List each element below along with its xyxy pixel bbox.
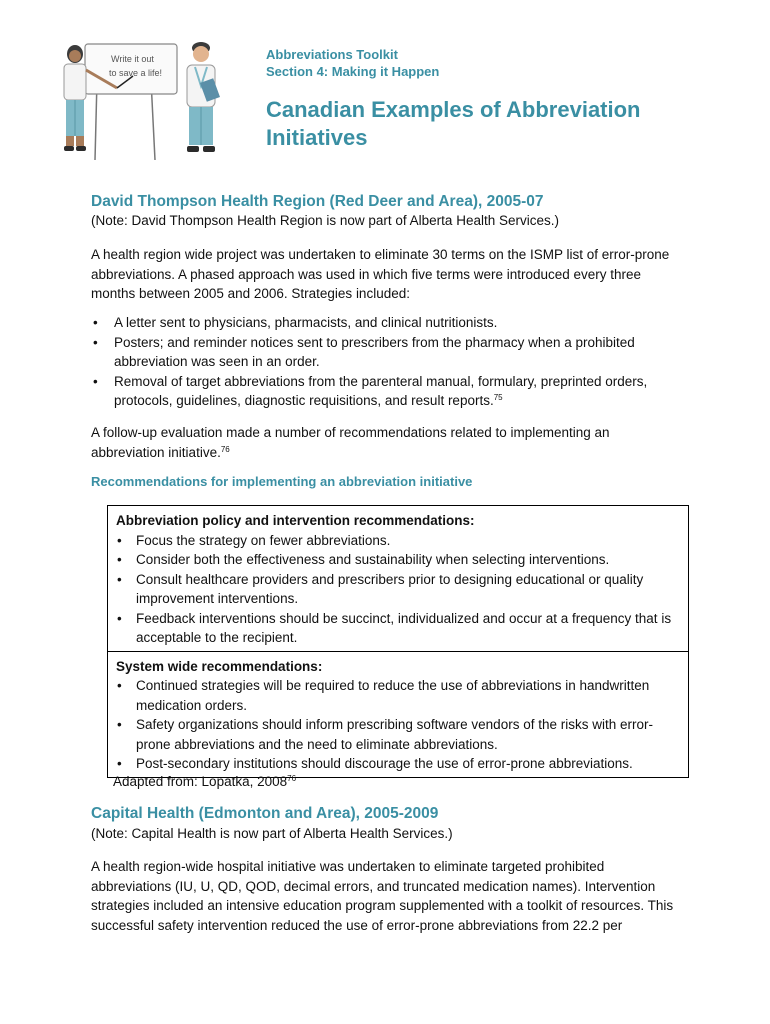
section2-body: A health region-wide hospital initiative was undertaken to eliminate targeted prohibited abbreviations (IU, U, QD, QOD, decimal errors, and truncated medication names). Intervention strategies included an intensive education program supplemented with a toolkit of resources. This successful safety intervention reduced the use of error-prone abbreviations from 22.2 per [91,859,674,933]
section2-heading: Capital Health (Edmonton and Area), 2005-2009 [91,805,439,822]
section1-intro: A health region wide project was undertaken to eliminate 30 terms on the ISMP list of error-prone abbreviations. A phased approach was used in which five terms were introduced every three months between 2005 and 2006. Strategies included: [91,247,670,301]
section2-note: (Note: Capital Health is now part of Alberta Health Services.) [91,826,453,841]
list-item: • Focus the strategy on fewer abbreviations. [116,531,680,551]
recommendations-table [107,505,689,778]
page-title: Canadian Examples of Abbreviation Initiatives [266,97,641,150]
list-item: • Consider both the effectiveness and sustainability when selecting interventions. [116,550,680,570]
list-item: • Continued strategies will be required to reduce the use of abbreviations in handwritten medication orders. [116,676,680,715]
section1-followup: A follow-up evaluation made a number of recommendations related to implementing an abbreviation initiative.$^{76}$ [91,425,610,460]
reference-marker: 75 [493,393,503,402]
board-text-1: Write it out [111,54,154,64]
table-source: Adapted from: Lopatka, 2008$^{76}$ [113,774,297,789]
board-text-2: to save a life! [109,68,163,78]
clinician-right-figure [187,42,220,152]
reference-marker: 76 [287,774,297,783]
system-recommendations [108,651,688,777]
policy-recommendations [108,506,688,651]
section-name: Section 4: Making it Happen [266,64,440,79]
section1-note: (Note: David Thompson Health Region is now part of Alberta Health Services.) [91,213,559,228]
list-item: • Removal of target abbreviations from the parenteral manual, formulary, preprinted orders, protocols, guidelines, diagnostic requisitions, and result reports.$^{75}$ [91,372,681,411]
list-item: • Safety organizations should inform prescribing software vendors of the risks with error-prone abbreviations and the need to eliminate abbreviations. [116,715,680,754]
strategies-list [91,313,681,411]
recommendations-heading: Recommendations for implementing an abbreviation initiative [91,474,473,489]
system-heading: System wide recommendations: [116,658,323,674]
document-header [266,46,439,80]
section1-heading: David Thompson Health Region (Red Deer and Area), 2005-07 [91,193,544,210]
list-item: • Posters; and reminder notices sent to prescribers from the pharmacy when a prohibited abbreviation was seen in an order. [91,333,681,372]
policy-heading: Abbreviation policy and intervention recommendations: [116,513,475,528]
list-item: • A letter sent to physicians, pharmacists, and clinical nutritionists. [91,313,681,333]
whiteboard [85,44,177,160]
header-illustration [55,40,225,165]
toolkit-name: Abbreviations Toolkit [266,47,398,62]
list-item: • Feedback interventions should be succinct, individualized and occur at a frequency that is acceptable to the recipient. [116,609,680,648]
list-item: • Post-secondary institutions should discourage the use of error-prone abbreviations. [116,754,680,774]
list-item: • Consult healthcare providers and prescribers prior to designing educational or quality improvement interventions. [116,570,680,609]
reference-marker: 76 [220,444,230,454]
